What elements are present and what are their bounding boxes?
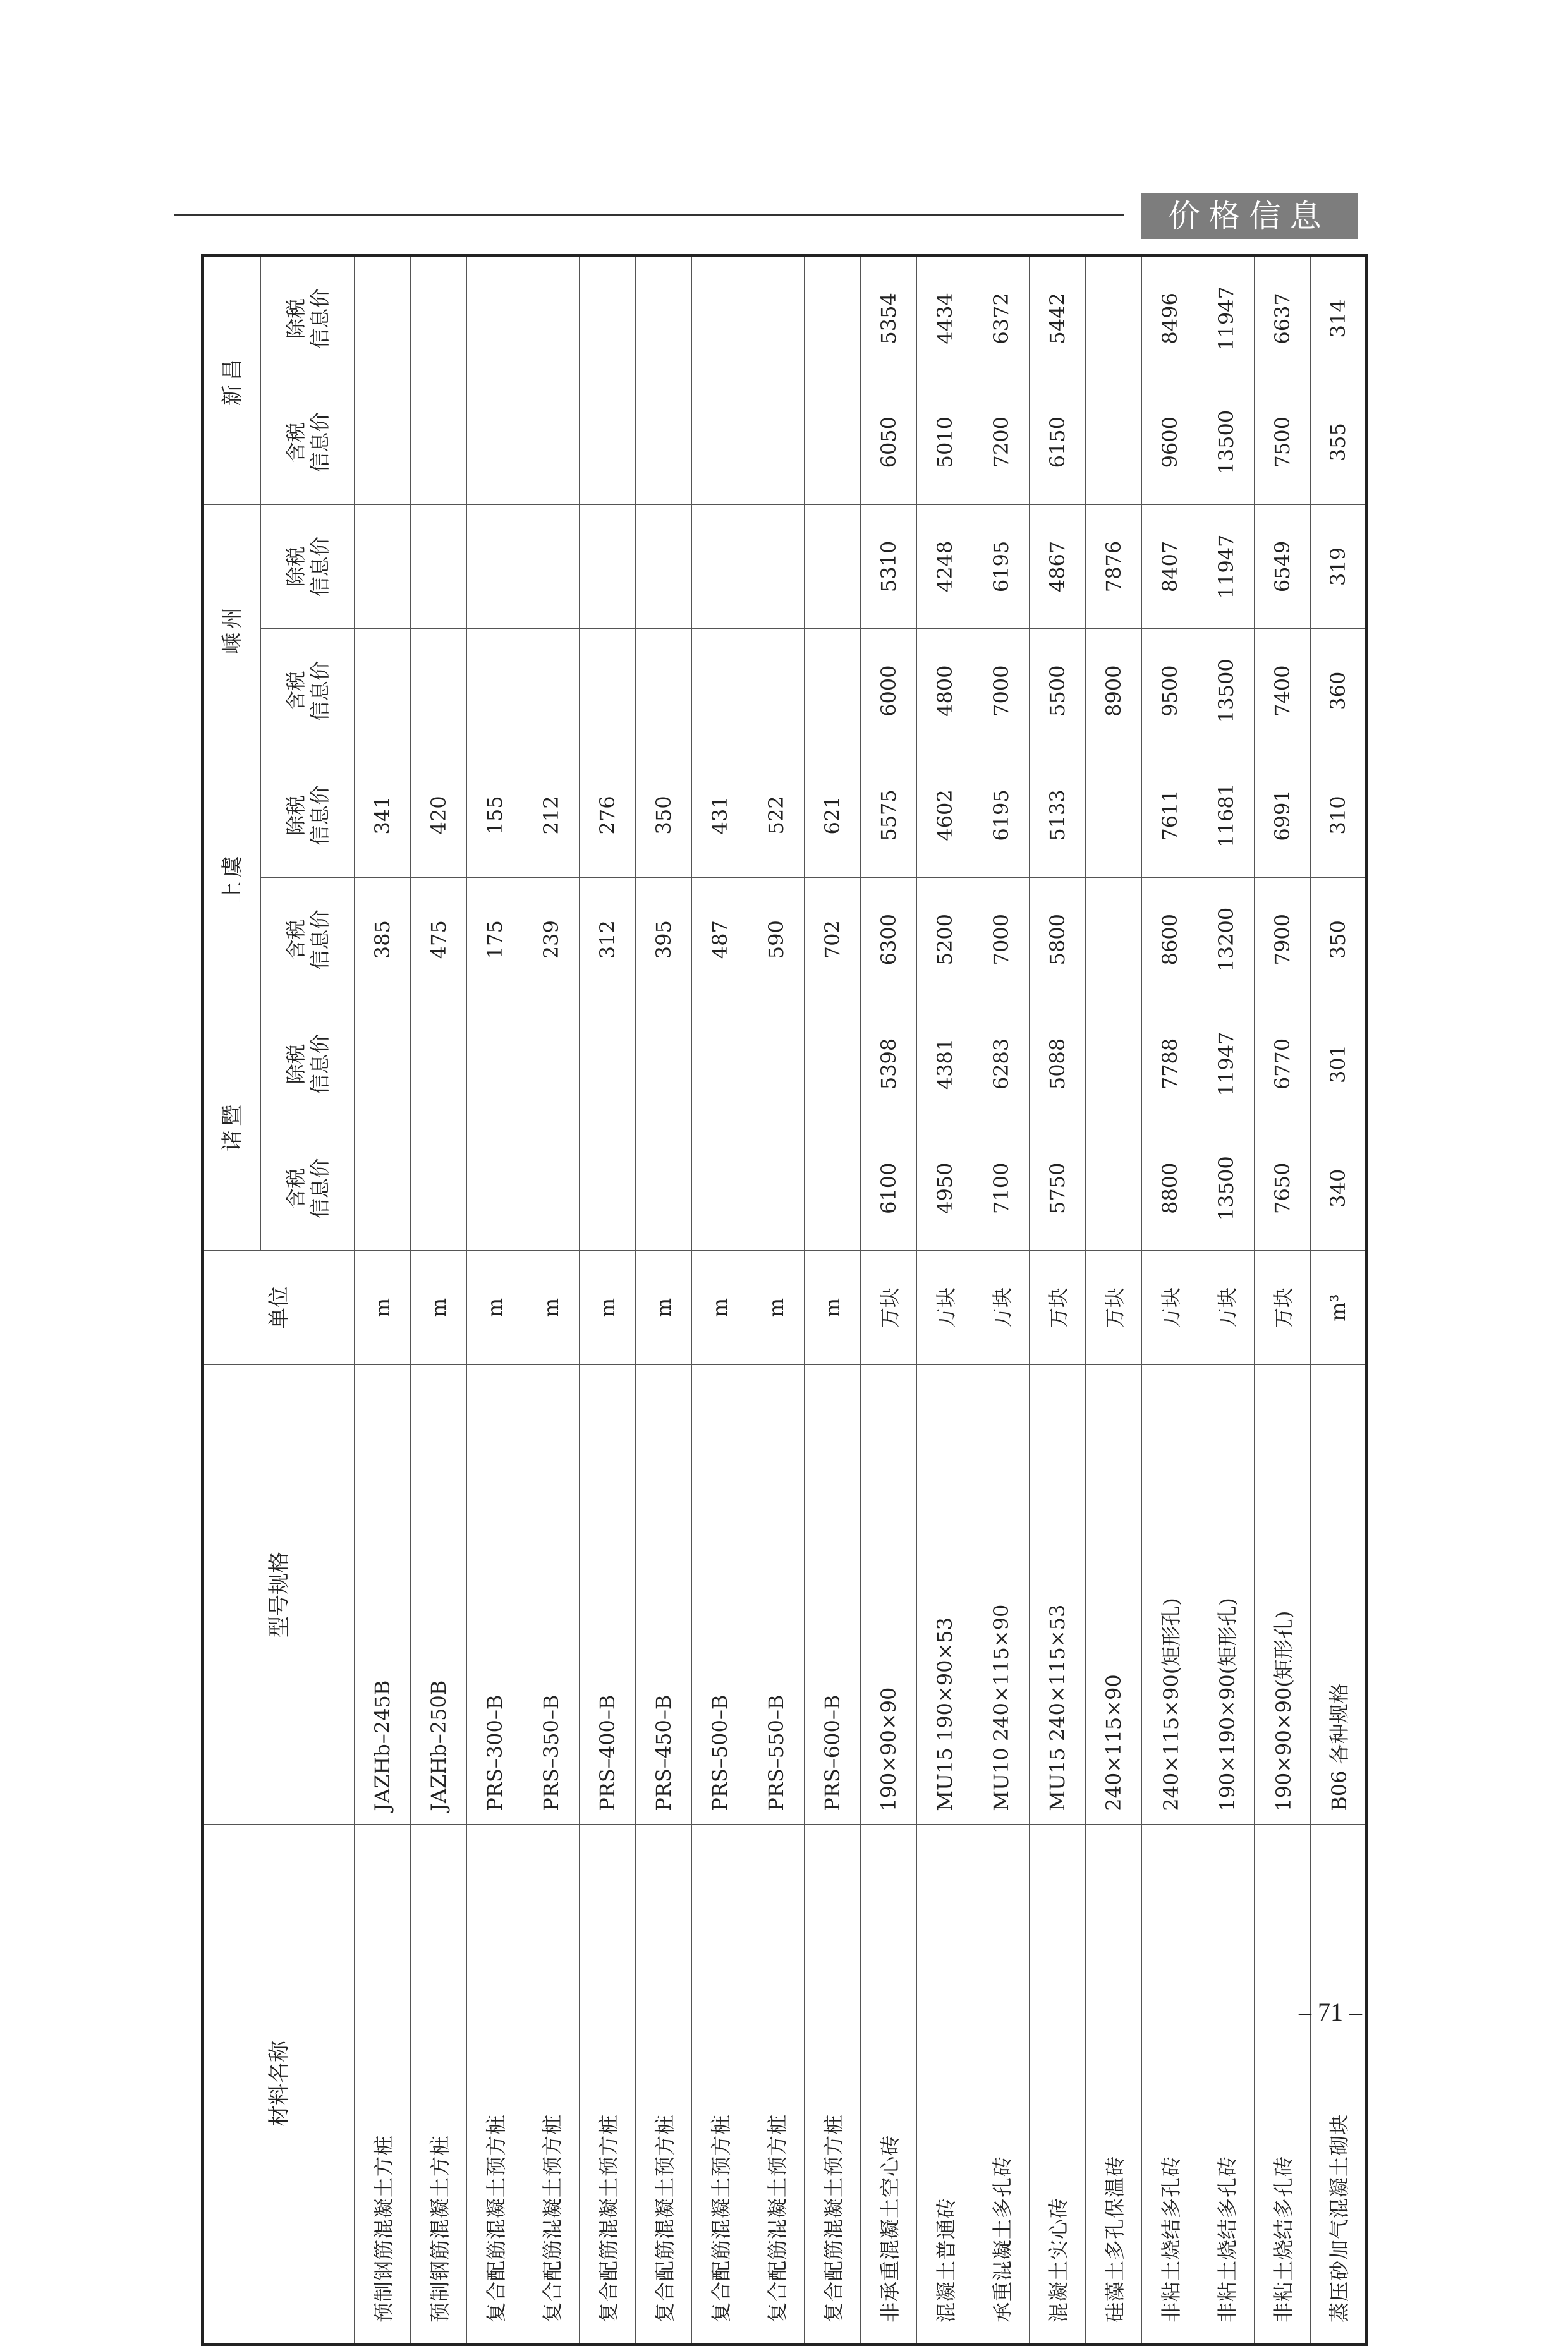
cell-price: 4248 (917, 504, 973, 629)
cell-price (467, 1002, 523, 1126)
table-row (355, 256, 411, 2345)
cell-spec: PRS–550–B (748, 1365, 805, 1825)
cell-price (748, 1002, 805, 1126)
cell-price (692, 380, 748, 504)
cell-price: 7200 (973, 380, 1030, 504)
cell-price (748, 629, 805, 753)
cell-price: 11947 (1198, 504, 1255, 629)
header-tax-included-price: 含税 信息价 (261, 1126, 355, 1251)
cell-unit: m (411, 1251, 467, 1365)
header-tax-excluded-price: 除税 信息价 (261, 256, 355, 380)
cell-unit: m³ (1311, 1251, 1367, 1365)
cell-unit: 万块 (1030, 1251, 1086, 1365)
cell-price: 212 (523, 753, 580, 878)
table-row (748, 256, 805, 2345)
cell-price (523, 380, 580, 504)
cell-price: 6150 (1030, 380, 1086, 504)
cell-material-name: 复合配筋混凝土预方桩 (523, 1824, 580, 2344)
cell-price (355, 1126, 411, 1251)
cell-price (636, 1002, 692, 1126)
cell-price: 7000 (973, 629, 1030, 753)
cell-price (355, 256, 411, 380)
table-row (467, 256, 523, 2345)
cell-price (692, 256, 748, 380)
cell-spec: 190×90×90(矩形孔) (1255, 1365, 1311, 1825)
cell-price (580, 1002, 636, 1126)
cell-material-name: 复合配筋混凝土预方桩 (467, 1824, 523, 2344)
cell-unit: m (580, 1251, 636, 1365)
cell-material-name: 预制钢筋混凝土方桩 (411, 1824, 467, 2344)
table-row (973, 256, 1030, 2345)
cell-price (467, 1126, 523, 1251)
cell-price: 341 (355, 753, 411, 878)
cell-price: 7500 (1255, 380, 1311, 504)
cell-price: 340 (1311, 1126, 1367, 1251)
cell-price (411, 504, 467, 629)
cell-price: 301 (1311, 1002, 1367, 1126)
table-row (1030, 256, 1086, 2345)
cell-spec: MU15 190×90×53 (917, 1365, 973, 1825)
cell-spec: B06 各种规格 (1311, 1365, 1367, 1825)
cell-price (1086, 256, 1142, 380)
cell-price (580, 1126, 636, 1251)
cell-price: 5398 (861, 1002, 917, 1126)
cell-spec: JAZHb–250B (411, 1365, 467, 1825)
cell-price (355, 1002, 411, 1126)
cell-price: 4602 (917, 753, 973, 878)
cell-spec: MU10 240×115×90 (973, 1365, 1030, 1825)
cell-price: 5575 (861, 753, 917, 878)
cell-material-name: 复合配筋混凝土预方桩 (580, 1824, 636, 2344)
cell-price: 4381 (917, 1002, 973, 1126)
cell-price (1086, 1126, 1142, 1251)
cell-price: 7000 (973, 877, 1030, 1002)
cell-price (411, 1002, 467, 1126)
cell-price (355, 629, 411, 753)
cell-price (805, 380, 861, 504)
table-row (861, 256, 917, 2345)
header-tax-included-price: 含税 信息价 (261, 380, 355, 504)
cell-material-name: 混凝土普通砖 (917, 1824, 973, 2344)
table-row (1142, 256, 1198, 2345)
cell-price (580, 380, 636, 504)
cell-material-name: 预制钢筋混凝土方桩 (355, 1824, 411, 2344)
cell-price: 7650 (1255, 1126, 1311, 1251)
cell-price (805, 1126, 861, 1251)
cell-price: 350 (1311, 877, 1367, 1002)
cell-material-name: 复合配筋混凝土预方桩 (748, 1824, 805, 2344)
cell-price: 5310 (861, 504, 917, 629)
cell-price (467, 256, 523, 380)
cell-spec: JAZHb–245B (355, 1365, 411, 1825)
cell-unit: m (467, 1251, 523, 1365)
cell-price: 355 (1311, 380, 1367, 504)
cell-price (1086, 753, 1142, 878)
cell-price: 11947 (1198, 256, 1255, 380)
cell-price (523, 1126, 580, 1251)
cell-price (411, 380, 467, 504)
cell-price (748, 380, 805, 504)
cell-material-name: 复合配筋混凝土预方桩 (636, 1824, 692, 2344)
cell-unit: 万块 (973, 1251, 1030, 1365)
cell-price: 395 (636, 877, 692, 1002)
cell-spec: PRS–450–B (636, 1365, 692, 1825)
cell-price (1086, 877, 1142, 1002)
cell-price: 8600 (1142, 877, 1198, 1002)
cell-unit: 万块 (1255, 1251, 1311, 1365)
cell-price (411, 629, 467, 753)
cell-price: 7900 (1255, 877, 1311, 1002)
cell-price: 522 (748, 753, 805, 878)
cell-price: 6195 (973, 504, 1030, 629)
cell-price: 310 (1311, 753, 1367, 878)
cell-price: 385 (355, 877, 411, 1002)
header-tax-excluded-price: 除税 信息价 (261, 1002, 355, 1126)
cell-price (523, 504, 580, 629)
cell-unit: m (692, 1251, 748, 1365)
cell-price: 7788 (1142, 1002, 1198, 1126)
cell-price: 8900 (1086, 629, 1142, 753)
rotated-content (201, 254, 1365, 2346)
header-tax-included-price: 含税 信息价 (261, 629, 355, 753)
cell-price: 7611 (1142, 753, 1198, 878)
table-row (1311, 256, 1367, 2345)
cell-material-name: 非粘土烧结多孔砖 (1198, 1824, 1255, 2344)
cell-unit: 万块 (1142, 1251, 1198, 1365)
section-banner: 价格信息 (1141, 193, 1358, 239)
cell-unit: m (355, 1251, 411, 1365)
header-tax-excluded-price: 除税 信息价 (261, 504, 355, 629)
page-number: – 71 – (1299, 1998, 1362, 2026)
cell-price (692, 1002, 748, 1126)
cell-price (636, 1126, 692, 1251)
cell-price: 175 (467, 877, 523, 1002)
cell-price: 312 (580, 877, 636, 1002)
cell-price: 4800 (917, 629, 973, 753)
cell-price (1086, 380, 1142, 504)
cell-price (467, 380, 523, 504)
cell-unit: m (748, 1251, 805, 1365)
cell-price (580, 629, 636, 753)
cell-spec: 190×190×90(矩形孔) (1198, 1365, 1255, 1825)
cell-price: 276 (580, 753, 636, 878)
cell-price (1086, 1002, 1142, 1126)
cell-price (636, 256, 692, 380)
cell-price: 6637 (1255, 256, 1311, 380)
cell-price: 11947 (1198, 1002, 1255, 1126)
cell-price: 6770 (1255, 1002, 1311, 1126)
cell-price: 350 (636, 753, 692, 878)
cell-material-name: 承重混凝土多孔砖 (973, 1824, 1030, 2344)
cell-price: 5800 (1030, 877, 1086, 1002)
cell-price: 239 (523, 877, 580, 1002)
header-unit: 单位 (203, 1251, 355, 1365)
table-row (917, 256, 973, 2345)
cell-price (805, 629, 861, 753)
cell-price: 5354 (861, 256, 917, 380)
cell-price (748, 504, 805, 629)
cell-price: 6283 (973, 1002, 1030, 1126)
header-tax-included-price: 含税 信息价 (261, 877, 355, 1002)
cell-price: 431 (692, 753, 748, 878)
cell-price: 4867 (1030, 504, 1086, 629)
cell-price (411, 1126, 467, 1251)
header-region-zhuji: 诸暨 (203, 1002, 261, 1251)
cell-price: 155 (467, 753, 523, 878)
cell-spec: 190×90×90 (861, 1365, 917, 1825)
cell-unit: 万块 (1198, 1251, 1255, 1365)
cell-price: 5500 (1030, 629, 1086, 753)
cell-material-name: 混凝土实心砖 (1030, 1824, 1086, 2344)
cell-material-name: 硅藻土多孔保温砖 (1086, 1824, 1142, 2344)
header-region-shengzhou: 嵊州 (203, 504, 261, 753)
cell-price (467, 629, 523, 753)
cell-price: 13200 (1198, 877, 1255, 1002)
cell-unit: m (523, 1251, 580, 1365)
cell-price (692, 629, 748, 753)
cell-spec: PRS–300–B (467, 1365, 523, 1825)
table-row (523, 256, 580, 2345)
cell-unit: 万块 (917, 1251, 973, 1365)
cell-price: 6050 (861, 380, 917, 504)
cell-price (636, 380, 692, 504)
cell-price: 4950 (917, 1126, 973, 1251)
cell-price: 8496 (1142, 256, 1198, 380)
header-spec: 型号规格 (203, 1365, 355, 1825)
cell-unit: 万块 (861, 1251, 917, 1365)
cell-price: 5133 (1030, 753, 1086, 878)
header-material-name: 材料名称 (203, 1824, 355, 2344)
cell-spec: PRS–350–B (523, 1365, 580, 1825)
price-table (201, 254, 1368, 2346)
cell-price: 13500 (1198, 1126, 1255, 1251)
table-row (1255, 256, 1311, 2345)
header-region-shangyu: 上虞 (203, 753, 261, 1002)
table-row (1086, 256, 1142, 2345)
cell-price (805, 1002, 861, 1126)
cell-price: 475 (411, 877, 467, 1002)
cell-price: 319 (1311, 504, 1367, 629)
cell-material-name: 复合配筋混凝土预方桩 (805, 1824, 861, 2344)
price-table-frame (201, 254, 1365, 2346)
cell-price (523, 629, 580, 753)
table-row (411, 256, 467, 2345)
cell-price: 6991 (1255, 753, 1311, 878)
cell-price: 6372 (973, 256, 1030, 380)
cell-spec: PRS–500–B (692, 1365, 748, 1825)
cell-price: 702 (805, 877, 861, 1002)
cell-price: 314 (1311, 256, 1367, 380)
table-row (692, 256, 748, 2345)
table-row (805, 256, 861, 2345)
cell-material-name: 蒸压砂加气混凝土砌块 (1311, 1824, 1367, 2344)
cell-price (692, 504, 748, 629)
cell-price: 13500 (1198, 380, 1255, 504)
table-row (580, 256, 636, 2345)
cell-price: 7876 (1086, 504, 1142, 629)
cell-price: 5442 (1030, 256, 1086, 380)
cell-material-name: 复合配筋混凝土预方桩 (692, 1824, 748, 2344)
cell-price (580, 504, 636, 629)
cell-price: 360 (1311, 629, 1367, 753)
cell-material-name: 非粘土烧结多孔砖 (1255, 1824, 1311, 2344)
cell-price (636, 504, 692, 629)
header-region-xinchang: 新昌 (203, 256, 261, 505)
cell-price (805, 504, 861, 629)
cell-price (523, 256, 580, 380)
cell-spec: 240×115×90 (1086, 1365, 1142, 1825)
header-tax-excluded-price: 除税 信息价 (261, 753, 355, 878)
cell-unit: m (636, 1251, 692, 1365)
cell-price: 4434 (917, 256, 973, 380)
cell-spec: PRS–600–B (805, 1365, 861, 1825)
cell-price: 5088 (1030, 1002, 1086, 1126)
cell-price: 487 (692, 877, 748, 1002)
cell-price: 6300 (861, 877, 917, 1002)
cell-price: 621 (805, 753, 861, 878)
cell-price: 11681 (1198, 753, 1255, 878)
cell-unit: 万块 (1086, 1251, 1142, 1365)
cell-price (692, 1126, 748, 1251)
cell-unit: m (805, 1251, 861, 1365)
cell-spec: 240×115×90(矩形孔) (1142, 1365, 1198, 1825)
cell-price: 6195 (973, 753, 1030, 878)
cell-price: 5200 (917, 877, 973, 1002)
cell-price (748, 256, 805, 380)
cell-price: 6000 (861, 629, 917, 753)
cell-price (748, 1126, 805, 1251)
cell-price (805, 256, 861, 380)
cell-material-name: 非粘土烧结多孔砖 (1142, 1824, 1198, 2344)
cell-price (355, 504, 411, 629)
cell-price: 420 (411, 753, 467, 878)
table-row (1198, 256, 1255, 2345)
cell-price: 590 (748, 877, 805, 1002)
cell-price (467, 504, 523, 629)
cell-price (355, 380, 411, 504)
cell-price (523, 1002, 580, 1126)
cell-price (580, 256, 636, 380)
cell-spec: MU15 240×115×53 (1030, 1365, 1086, 1825)
cell-spec: PRS–400–B (580, 1365, 636, 1825)
cell-price: 9600 (1142, 380, 1198, 504)
cell-price (411, 256, 467, 380)
cell-price: 8800 (1142, 1126, 1198, 1251)
cell-material-name: 非承重混凝土空心砖 (861, 1824, 917, 2344)
cell-price: 6100 (861, 1126, 917, 1251)
cell-price: 13500 (1198, 629, 1255, 753)
header-rule (174, 214, 1124, 216)
cell-price: 6549 (1255, 504, 1311, 629)
cell-price: 5010 (917, 380, 973, 504)
cell-price: 5750 (1030, 1126, 1086, 1251)
cell-price: 9500 (1142, 629, 1198, 753)
cell-price: 7400 (1255, 629, 1311, 753)
cell-price (636, 629, 692, 753)
cell-price: 8407 (1142, 504, 1198, 629)
cell-price: 7100 (973, 1126, 1030, 1251)
table-row (636, 256, 692, 2345)
